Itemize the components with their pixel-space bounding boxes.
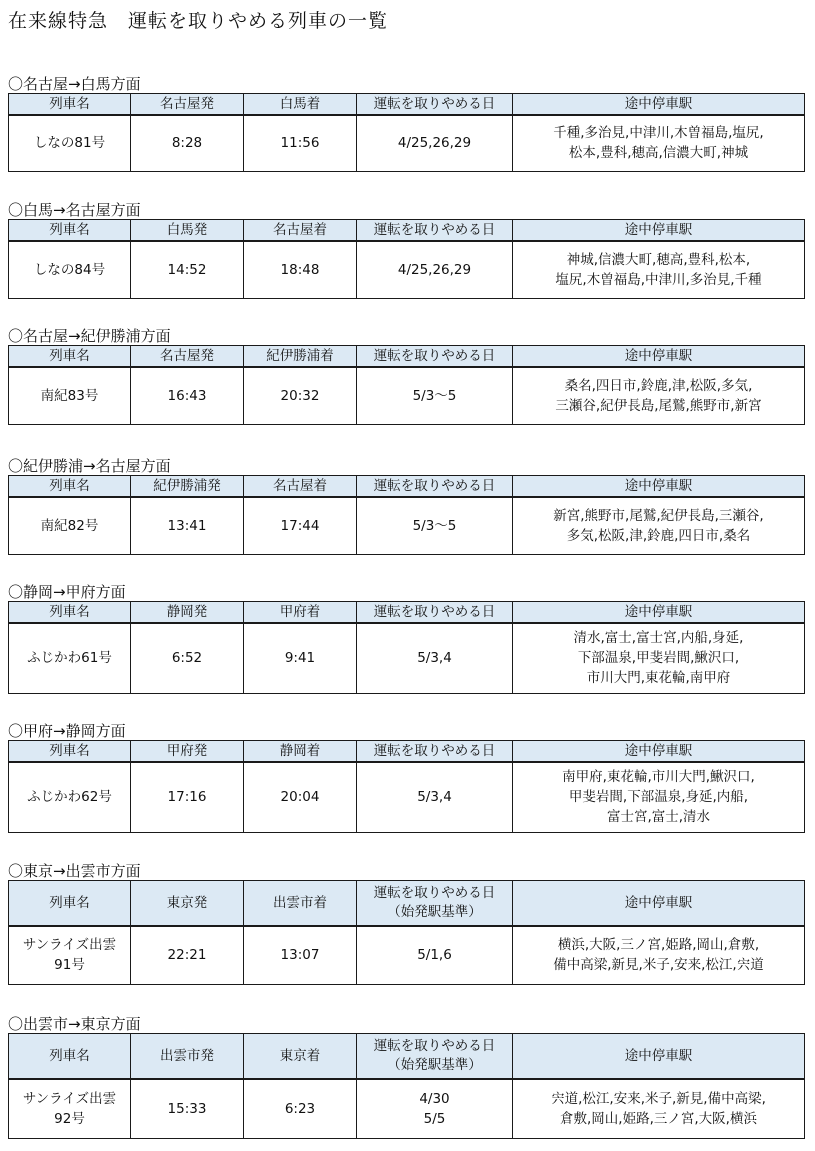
header-train-name-label: 列車名 xyxy=(49,222,90,238)
route-section xyxy=(8,457,804,555)
table-row xyxy=(9,367,805,424)
train-name-line: しなの84号 xyxy=(33,261,106,278)
departure-time-cell: 6:52 xyxy=(131,623,244,693)
cancel-dates-line: 4/25,26,29 xyxy=(397,261,472,278)
intermediate-stops-line: 横浜,大阪,三ノ宮,姫路,岡山,倉敷, xyxy=(557,937,760,954)
intermediate-stops-cell xyxy=(513,762,805,832)
train-name-cell xyxy=(9,115,131,171)
intermediate-stops-cell xyxy=(513,367,805,424)
train-name-line: ふじかわ62号 xyxy=(27,789,112,806)
intermediate-stops-cell xyxy=(513,115,805,171)
intermediate-stops-line: 南甲府,東花輪,市川大門,鰍沢口, xyxy=(562,769,755,786)
intermediate-stops-line: 宍道,松江,安来,米子,新見,備中高梁, xyxy=(551,1090,766,1107)
arrival-time-cell: 9:41 xyxy=(244,623,357,693)
header-departure xyxy=(131,602,244,624)
header-departure-label: 名古屋発 xyxy=(160,348,214,364)
departure-time-cell: 17:16 xyxy=(131,762,244,832)
header-train-name xyxy=(9,220,131,242)
header-cancel-dates-label: 運転を取りやめる日 xyxy=(373,1038,496,1054)
departure-time-cell: 14:52 xyxy=(131,241,244,298)
header-arrival xyxy=(244,881,357,927)
header-intermediate-stops-label: 途中停車駅 xyxy=(624,743,693,759)
cancel-dates-cell xyxy=(357,241,513,298)
header-cancel-dates xyxy=(357,220,513,242)
header-arrival-label: 紀伊勝浦着 xyxy=(266,348,334,364)
header-row xyxy=(9,881,805,927)
header-cancel-dates-label: 運転を取りやめる日 xyxy=(373,743,496,759)
header-cancel-dates xyxy=(357,881,513,927)
header-departure-label: 甲府発 xyxy=(166,743,208,759)
header-train-name xyxy=(9,881,131,927)
train-name-cell xyxy=(9,623,131,693)
header-intermediate-stops xyxy=(513,741,805,763)
header-train-name-label: 列車名 xyxy=(49,96,90,112)
train-table xyxy=(8,1033,805,1139)
header-cancel-dates-label: 運転を取りやめる日 xyxy=(373,348,496,364)
arrival-time-cell: 6:23 xyxy=(244,1079,357,1138)
departure-time-cell: 16:43 xyxy=(131,367,244,424)
header-intermediate-stops xyxy=(513,94,805,116)
intermediate-stops-line: 清水,富士,富士宮,内船,身延, xyxy=(573,630,744,647)
header-row xyxy=(9,94,805,116)
train-name-cell xyxy=(9,241,131,298)
cancel-dates-cell xyxy=(357,497,513,554)
header-train-name-label: 列車名 xyxy=(49,894,90,911)
intermediate-stops-line: 市川大門,東花輪,南甲府 xyxy=(586,670,731,687)
header-intermediate-stops xyxy=(513,220,805,242)
cancel-dates-line: 4/25,26,29 xyxy=(397,135,472,152)
header-cancel-dates-basis: （始発駅基準） xyxy=(387,904,482,920)
intermediate-stops-line: 神城,信濃大町,穂高,豊科,松本, xyxy=(566,251,751,268)
train-name-cell xyxy=(9,367,131,424)
header-train-name xyxy=(9,602,131,624)
train-name-cell xyxy=(9,762,131,832)
intermediate-stops-cell xyxy=(513,1079,805,1138)
intermediate-stops-line: 三瀬谷,紀伊長島,尾鷲,熊野市,新宮 xyxy=(555,397,762,414)
intermediate-stops-line: 備中高梁,新見,米子,安来,松江,宍道 xyxy=(553,957,764,974)
cancel-dates-cell xyxy=(357,623,513,693)
train-table xyxy=(8,601,805,694)
header-cancel-dates xyxy=(357,346,513,368)
train-name-cell xyxy=(9,1079,131,1138)
header-intermediate-stops xyxy=(513,602,805,624)
header-intermediate-stops-label: 途中停車駅 xyxy=(624,222,693,238)
header-train-name-label: 列車名 xyxy=(49,604,90,620)
header-arrival xyxy=(244,741,357,763)
header-row xyxy=(9,1034,805,1080)
intermediate-stops-line: 松本,豊科,穂高,信濃大町,神城 xyxy=(568,145,749,162)
header-intermediate-stops-label: 途中停車駅 xyxy=(624,604,693,620)
header-departure-label: 静岡発 xyxy=(166,604,208,620)
header-cancel-dates-label: 運転を取りやめる日 xyxy=(373,604,496,620)
header-departure-label: 出雲市発 xyxy=(160,1047,214,1064)
train-table xyxy=(8,880,805,985)
header-row xyxy=(9,346,805,368)
header-arrival-label: 出雲市着 xyxy=(273,894,327,911)
intermediate-stops-cell xyxy=(513,241,805,298)
header-departure xyxy=(131,220,244,242)
train-name-line: 南紀83号 xyxy=(40,387,99,404)
intermediate-stops-line: 桑名,四日市,鈴鹿,津,松阪,多気, xyxy=(564,377,753,394)
header-cancel-dates xyxy=(357,1034,513,1080)
departure-time-cell: 15:33 xyxy=(131,1079,244,1138)
table-row xyxy=(9,762,805,832)
intermediate-stops-cell xyxy=(513,623,805,693)
header-arrival xyxy=(244,220,357,242)
header-arrival-label: 甲府着 xyxy=(279,604,321,620)
cancel-dates-line: 5/3〜5 xyxy=(412,517,457,534)
header-train-name-label: 列車名 xyxy=(49,478,90,494)
train-name-cell xyxy=(9,497,131,554)
route-section xyxy=(8,1015,804,1139)
cancel-dates-cell xyxy=(357,367,513,424)
header-train-name-label: 列車名 xyxy=(49,348,90,364)
train-name-line: 南紀82号 xyxy=(40,517,99,534)
header-train-name-label: 列車名 xyxy=(49,743,90,759)
cancel-dates-cell xyxy=(357,115,513,171)
departure-time-cell: 13:41 xyxy=(131,497,244,554)
header-intermediate-stops-label: 途中停車駅 xyxy=(624,1047,693,1064)
header-row xyxy=(9,602,805,624)
cancel-dates-line: 5/3,4 xyxy=(417,789,452,806)
header-arrival xyxy=(244,94,357,116)
header-departure xyxy=(131,741,244,763)
intermediate-stops-line: 塩尻,木曽福島,中津川,多治見,千種 xyxy=(555,271,762,288)
train-table xyxy=(8,345,805,425)
train-name-line: サンライズ出雲 xyxy=(22,1090,117,1107)
header-arrival xyxy=(244,602,357,624)
header-intermediate-stops xyxy=(513,881,805,927)
arrival-time-cell: 18:48 xyxy=(244,241,357,298)
table-row xyxy=(9,497,805,554)
departure-time-cell: 22:21 xyxy=(131,926,244,984)
train-name-line: 91号 xyxy=(54,957,85,974)
header-cancel-dates xyxy=(357,94,513,116)
route-section xyxy=(8,722,804,833)
intermediate-stops-line: 多気,松阪,津,鈴鹿,四日市,桑名 xyxy=(566,527,751,544)
header-departure-label: 名古屋発 xyxy=(160,96,214,112)
route-section xyxy=(8,201,804,299)
header-departure-label: 紀伊勝浦発 xyxy=(153,478,221,494)
train-table xyxy=(8,219,805,299)
table-row xyxy=(9,623,805,693)
header-intermediate-stops xyxy=(513,476,805,498)
train-name-line: 92号 xyxy=(54,1110,85,1127)
intermediate-stops-line: 倉敷,岡山,姫路,三ノ宮,大阪,横浜 xyxy=(560,1110,757,1127)
route-heading: 〇甲府→静岡方面 xyxy=(8,722,126,740)
header-departure xyxy=(131,476,244,498)
route-heading: 〇白馬→名古屋方面 xyxy=(8,201,141,219)
header-cancel-dates-label: 運転を取りやめる日 xyxy=(373,96,496,112)
arrival-time-cell: 13:07 xyxy=(244,926,357,984)
route-heading: 〇名古屋→紀伊勝浦方面 xyxy=(8,327,171,345)
route-heading: 〇出雲市→東京方面 xyxy=(8,1015,141,1033)
train-name-line: ふじかわ61号 xyxy=(27,650,112,667)
header-train-name-label: 列車名 xyxy=(49,1047,90,1064)
header-cancel-dates-basis: （始発駅基準） xyxy=(387,1057,482,1073)
header-arrival-label: 名古屋着 xyxy=(273,222,327,238)
header-train-name xyxy=(9,94,131,116)
intermediate-stops-cell xyxy=(513,926,805,984)
header-departure xyxy=(131,346,244,368)
train-table xyxy=(8,93,805,172)
cancel-dates-line: 4/30 xyxy=(419,1090,450,1107)
route-heading: 〇静岡→甲府方面 xyxy=(8,583,126,601)
cancel-dates-line: 5/5 xyxy=(423,1110,446,1127)
intermediate-stops-line: 甲斐岩間,下部温泉,身延,内船, xyxy=(568,789,749,806)
route-section xyxy=(8,327,804,425)
intermediate-stops-cell xyxy=(513,497,805,554)
cancel-dates-line: 5/3,4 xyxy=(417,650,452,667)
header-intermediate-stops-label: 途中停車駅 xyxy=(624,348,693,364)
header-train-name xyxy=(9,1034,131,1080)
table-row xyxy=(9,115,805,171)
page-title: 在来線特急 運転を取りやめる列車の一覧 xyxy=(8,10,389,32)
header-cancel-dates-label: 運転を取りやめる日 xyxy=(373,222,496,238)
header-arrival-label: 静岡着 xyxy=(279,743,321,759)
table-row xyxy=(9,926,805,984)
departure-time-cell: 8:28 xyxy=(131,115,244,171)
intermediate-stops-line: 富士宮,富士,清水 xyxy=(606,809,711,826)
header-arrival-label: 東京着 xyxy=(279,1047,321,1064)
header-cancel-dates xyxy=(357,741,513,763)
route-section xyxy=(8,583,804,694)
header-cancel-dates xyxy=(357,476,513,498)
route-section xyxy=(8,75,804,172)
header-arrival xyxy=(244,346,357,368)
train-table xyxy=(8,475,805,555)
header-train-name xyxy=(9,476,131,498)
header-arrival-label: 名古屋着 xyxy=(273,478,327,494)
table-row xyxy=(9,1079,805,1138)
train-name-line: サンライズ出雲 xyxy=(22,937,117,954)
table-row xyxy=(9,241,805,298)
header-departure xyxy=(131,94,244,116)
cancel-dates-cell xyxy=(357,1079,513,1138)
intermediate-stops-line: 下部温泉,甲斐岩間,鰍沢口, xyxy=(577,650,740,667)
route-heading: 〇東京→出雲市方面 xyxy=(8,862,141,880)
header-departure xyxy=(131,1034,244,1080)
header-cancel-dates xyxy=(357,602,513,624)
header-intermediate-stops-label: 途中停車駅 xyxy=(624,96,693,112)
header-row xyxy=(9,741,805,763)
arrival-time-cell: 17:44 xyxy=(244,497,357,554)
header-row xyxy=(9,220,805,242)
header-departure-label: 東京発 xyxy=(166,894,208,911)
header-intermediate-stops xyxy=(513,346,805,368)
arrival-time-cell: 20:04 xyxy=(244,762,357,832)
header-arrival-label: 白馬着 xyxy=(279,96,321,112)
arrival-time-cell: 11:56 xyxy=(244,115,357,171)
header-train-name xyxy=(9,741,131,763)
train-name-cell xyxy=(9,926,131,984)
route-heading: 〇名古屋→白馬方面 xyxy=(8,75,141,93)
intermediate-stops-line: 新宮,熊野市,尾鷲,紀伊長島,三瀬谷, xyxy=(553,507,764,524)
intermediate-stops-line: 千種,多治見,中津川,木曽福島,塩尻, xyxy=(553,125,764,142)
cancel-dates-cell xyxy=(357,926,513,984)
header-cancel-dates-label: 運転を取りやめる日 xyxy=(373,885,496,901)
header-row xyxy=(9,476,805,498)
header-train-name xyxy=(9,346,131,368)
train-name-line: しなの81号 xyxy=(33,135,106,152)
header-intermediate-stops-label: 途中停車駅 xyxy=(624,478,693,494)
header-cancel-dates-label: 運転を取りやめる日 xyxy=(373,478,496,494)
header-departure xyxy=(131,881,244,927)
train-table xyxy=(8,740,805,833)
header-intermediate-stops xyxy=(513,1034,805,1080)
cancel-dates-cell xyxy=(357,762,513,832)
header-departure-label: 白馬発 xyxy=(166,222,208,238)
cancel-dates-line: 5/3〜5 xyxy=(412,387,457,404)
header-arrival xyxy=(244,476,357,498)
cancel-dates-line: 5/1,6 xyxy=(417,947,452,964)
route-section xyxy=(8,862,804,985)
header-intermediate-stops-label: 途中停車駅 xyxy=(624,894,693,911)
header-arrival xyxy=(244,1034,357,1080)
route-heading: 〇紀伊勝浦→名古屋方面 xyxy=(8,457,171,475)
arrival-time-cell: 20:32 xyxy=(244,367,357,424)
